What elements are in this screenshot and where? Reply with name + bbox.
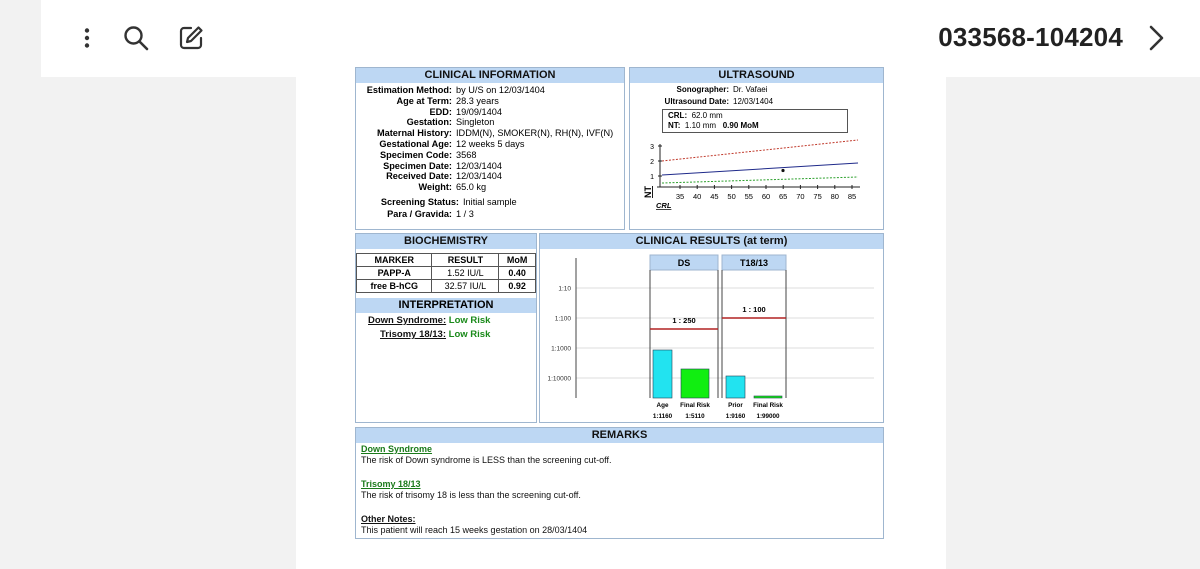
nt-axis-label: NT: [643, 186, 653, 198]
nt-x-tick-label: 65: [779, 192, 788, 201]
clinical-info-value: 12 weeks 5 days: [456, 138, 525, 149]
nt-x-tick-label: 75: [813, 192, 822, 201]
remark-ds-text: The risk of Down syndrome is LESS than the screening cut-off.: [361, 455, 612, 465]
remark-ds-title: Down Syndrome: [361, 444, 433, 454]
crl-nt-box: [662, 109, 848, 133]
remarks-header: REMARKS: [356, 428, 883, 443]
clinical-info-row: [360, 139, 613, 150]
biochemistry-section: [355, 233, 537, 423]
clinical-info-key: Received Date:: [386, 171, 452, 182]
remark-other-text: This patient will reach 15 weeks gestation on 28/03/1404: [361, 525, 588, 535]
risk-chart: [540, 250, 883, 423]
clinical-info-value: 65.0 kg: [456, 182, 487, 193]
screening-status-block: [360, 196, 517, 220]
remarks-section: [355, 427, 884, 539]
risk-panel-title: T18/13: [739, 258, 769, 268]
interp-t18-value: Low Risk: [448, 329, 491, 340]
risk-bar-value: 1:1160: [652, 413, 673, 420]
table-row: [357, 267, 536, 280]
more-vertical-icon[interactable]: [69, 20, 105, 56]
remark-other-title: Other Notes:: [361, 514, 416, 524]
screening-status-label: Screening Status:: [380, 197, 459, 207]
remarks-body: [361, 444, 611, 536]
clinical-info-row: [360, 128, 613, 139]
bio-cell-marker: PAPP-A: [357, 267, 432, 280]
nt-lower-curve: [662, 177, 858, 183]
clinical-info-key: Maternal History:: [376, 128, 452, 139]
biochemistry-table: [356, 253, 536, 293]
clinical-info-row: [360, 107, 613, 118]
clinical-info-value: by U/S on 12/03/1404: [456, 85, 545, 95]
interpretation-ds: [368, 315, 490, 326]
clinical-info-section: [355, 67, 625, 230]
crl-label: CRL:: [668, 111, 688, 120]
ultrasound-date-label: Ultrasound Date:: [664, 97, 729, 106]
crl-axis-label: CRL: [656, 201, 672, 210]
ultrasound-date-value: 12/03/1404: [733, 97, 774, 106]
interpretation-t18: [380, 329, 490, 340]
clinical-info-list: [360, 85, 613, 193]
risk-bar-value: 1:9160: [725, 413, 746, 420]
ultrasound-section: [629, 67, 884, 230]
clinical-info-key: Weight:: [418, 182, 452, 193]
clinical-info-value: 12/03/1404: [456, 171, 502, 182]
nt-y-tick-label: 2: [650, 159, 654, 166]
risk-y-tick-label: 1:10000: [547, 375, 571, 383]
bio-cell-result: 1.52 IU/L: [432, 267, 499, 280]
bio-cell-mom: 0.92: [499, 280, 536, 293]
clinical-info-key: Estimation Method:: [366, 85, 452, 95]
nt-label: NT:: [668, 121, 681, 130]
nt-upper-curve: [662, 140, 858, 161]
clinical-info-key: Gestational Age:: [379, 138, 452, 149]
para-gravida-value: 1 / 3: [456, 209, 474, 219]
risk-bar: [681, 369, 709, 398]
chevron-right-icon[interactable]: [1138, 20, 1174, 56]
clinical-info-value: IDDM(N), SMOKER(N), RH(N), IVF(N): [456, 128, 614, 139]
nt-x-tick-label: 55: [744, 192, 753, 201]
bio-column-header: RESULT: [432, 254, 499, 267]
nt-mom-value: 0.90 MoM: [722, 121, 759, 130]
interpretation-header: INTERPRETATION: [356, 298, 536, 313]
clinical-info-value: 19/09/1404: [456, 106, 502, 117]
nt-x-tick-label: 85: [847, 192, 857, 201]
nt-median-curve: [662, 163, 858, 175]
risk-y-tick-label: 1:1000: [551, 345, 571, 353]
para-gravida-label: Para / Gravida:: [387, 209, 452, 219]
risk-bar-label: Age: [656, 402, 669, 409]
document-id: 033568-104204: [938, 22, 1123, 52]
clinical-info-key: Gestation:: [406, 117, 452, 128]
clinical-results-section: [539, 233, 884, 423]
sonographer-label: Sonographer:: [676, 85, 729, 94]
bio-column-header: MoM: [499, 254, 536, 267]
risk-bar-label: Final Risk: [680, 402, 710, 409]
screening-status-value: Initial sample: [463, 197, 517, 207]
interp-t18-label: Trisomy 18/13:: [380, 329, 447, 340]
bio-cell-marker: free B-hCG: [357, 280, 432, 293]
clinical-info-value: 12/03/1404: [456, 160, 502, 171]
clinical-info-row: [360, 161, 613, 172]
report-page: [296, 69, 946, 569]
bio-column-header: MARKER: [357, 254, 432, 267]
clinical-results-header: CLINICAL RESULTS (at term): [540, 234, 883, 249]
nt-x-tick-label: 40: [693, 192, 702, 201]
nt-value: 1.10 mm: [684, 121, 717, 130]
risk-bar: [726, 376, 745, 398]
risk-bar-value: 1:99000: [756, 413, 780, 420]
risk-bar-label: Prior: [728, 402, 743, 409]
clinical-info-value: 28.3 years: [456, 95, 499, 106]
ultrasound-header: ULTRASOUND: [630, 68, 883, 83]
clinical-info-key: Age at Term:: [396, 95, 452, 106]
nt-y-tick-label: 1: [650, 174, 654, 181]
table-row: [357, 280, 536, 293]
nt-x-tick-label: 50: [727, 192, 736, 201]
clinical-info-row: [360, 182, 613, 193]
clinical-info-header: CLINICAL INFORMATION: [356, 68, 624, 83]
interp-ds-value: Low Risk: [448, 315, 491, 326]
remark-t18-text: The risk of trisomy 18 is less than the screening cut-off.: [361, 490, 581, 500]
nt-x-tick-label: 70: [796, 192, 805, 201]
nt-x-tick-label: 35: [675, 192, 685, 201]
sonographer-value: Dr. Vafaei: [733, 85, 768, 94]
interp-ds-label: Down Syndrome:: [368, 315, 447, 326]
risk-cutoff-label: 1 : 250: [672, 316, 696, 325]
clinical-info-key: Specimen Date:: [383, 160, 452, 171]
risk-bar-label: Final Risk: [753, 402, 783, 409]
bio-cell-mom: 0.40: [499, 267, 536, 280]
clinical-info-row: [360, 150, 613, 161]
nt-x-tick-label: 45: [710, 192, 719, 201]
risk-y-tick-label: 1:10: [558, 285, 571, 293]
clinical-info-key: EDD:: [429, 106, 452, 117]
top-toolbar: [41, 0, 1200, 77]
risk-bar: [754, 396, 782, 398]
nt-x-tick-label: 80: [830, 192, 839, 201]
nt-patient-point: [781, 169, 784, 172]
clinical-info-value: 3568: [456, 149, 477, 160]
clinical-info-row: [360, 117, 613, 128]
clinical-info-row: [360, 85, 613, 96]
nt-y-tick-label: 3: [650, 144, 654, 151]
nt-x-tick-label: 60: [761, 192, 771, 201]
clinical-info-row: [360, 171, 613, 182]
clinical-info-value: Singleton: [456, 117, 495, 128]
risk-bar-value: 1:5110: [685, 413, 705, 420]
nt-crl-chart: [630, 138, 883, 228]
clinical-info-row: [360, 96, 613, 107]
risk-panel-title: DS: [677, 258, 691, 268]
biochemistry-header: BIOCHEMISTRY: [356, 234, 536, 249]
risk-y-tick-label: 1:100: [554, 315, 571, 323]
remark-t18-title: Trisomy 18/13: [361, 479, 421, 489]
bio-cell-result: 32.57 IU/L: [432, 280, 499, 293]
clinical-info-key: Specimen Code:: [380, 149, 452, 160]
risk-bar: [653, 350, 672, 398]
search-icon[interactable]: [118, 20, 154, 56]
edit-icon[interactable]: [173, 20, 209, 56]
risk-cutoff-label: 1 : 100: [742, 305, 766, 314]
crl-value: 62.0 mm: [691, 111, 723, 120]
